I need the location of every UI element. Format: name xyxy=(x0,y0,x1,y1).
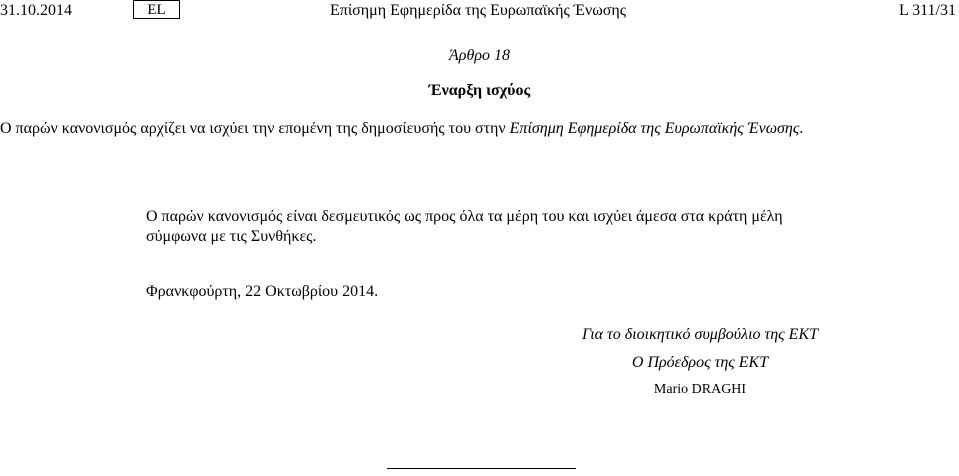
language-badge: EL xyxy=(133,0,180,19)
article-body-journal: Επίσημη Εφημερίδα της Ευρωπαϊκής Ένωσης xyxy=(509,120,800,137)
article-body-start: Ο παρών κανονισμός αρχίζει να ισχύει την επομένη της δημοσίευσής του στην xyxy=(0,120,510,137)
end-divider xyxy=(387,468,576,469)
article-number: Άρθρο 18 xyxy=(449,47,510,64)
header-date: 31.10.2014 xyxy=(0,2,72,19)
binding-clause-line-1: Ο παρών κανονισμός είναι δεσμευτικός ως προς όλα τα μέρη του και ισχύει άμεσα στα κράτη μέλη xyxy=(146,208,783,225)
binding-clause-line-2: σύμφωνα με τις Συνθήκες. xyxy=(146,228,317,245)
signatory-name: Mario DRAGHI xyxy=(653,382,747,397)
article-body xyxy=(0,119,803,139)
journal-title: Επίσημη Εφημερίδα της Ευρωπαϊκής Ένωσης xyxy=(330,2,627,19)
signature-role: Ο Πρόεδρος της ΕΚΤ xyxy=(631,354,769,371)
article-body-end: . xyxy=(799,120,804,137)
page-reference: L 311/31 xyxy=(898,2,956,19)
signature-on-behalf: Για το διοικητικό συμβούλιο της ΕΚΤ xyxy=(581,326,819,343)
article-title: Έναρξη ισχύος xyxy=(428,82,531,99)
place-and-date: Φρανκφούρτη, 22 Οκτωβρίου 2014. xyxy=(146,283,379,300)
